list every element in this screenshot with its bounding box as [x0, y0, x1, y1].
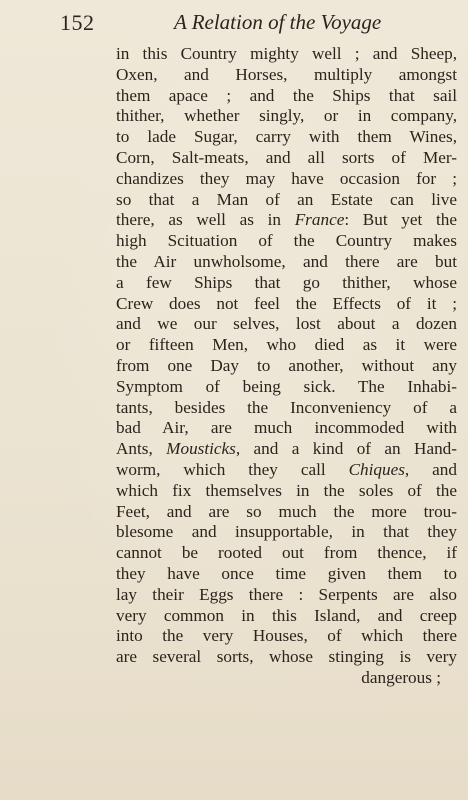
text-line: them apace ; and the Ships that sail — [116, 85, 457, 105]
text-line: Crew does not feel the Effects of it ; — [116, 293, 457, 313]
text-line: worm, which they call Chiques, and — [116, 459, 457, 479]
text-line: the Air unwholsome, and there are but — [116, 251, 457, 271]
text-line: there, as well as in France: But yet the — [116, 210, 457, 230]
text-line: Ants, Mousticks, and a kind of an Hand- — [116, 439, 457, 459]
text-line: so that a Man of an Estate can live — [116, 189, 457, 209]
text-line: very common in this Island, and creep — [116, 605, 457, 625]
text-line: from one Day to another, without any — [116, 355, 457, 375]
text-line: chandizes they may have occasion for ; — [116, 168, 457, 188]
text-line: Feet, and are so much the more trou- — [116, 501, 457, 521]
text-line: or fifteen Men, who died as it were — [116, 335, 457, 355]
text-line: are several sorts, whose stinging is very — [116, 647, 457, 667]
text-line: blesome and insupportable, in that they — [116, 522, 457, 542]
text-line: bad Air, are much incommoded with — [116, 418, 457, 438]
text-line: Symptom of being sick. The Inhabi- — [116, 376, 457, 396]
body-text — [116, 44, 457, 689]
text-line: to lade Sugar, carry with them Wines, — [116, 127, 457, 147]
text-line: and we our selves, lost about a dozen — [116, 314, 457, 334]
text-line: a few Ships that go thither, whose — [116, 272, 457, 292]
text-line: high Scituation of the Country makes — [116, 231, 457, 251]
page-number: 152 — [60, 10, 95, 35]
text-line: cannot be rooted out from thence, if — [116, 543, 457, 563]
text-line: in this Country mighty well ; and Sheep, — [116, 44, 457, 63]
text-line: tants, besides the Inconveniency of a — [116, 397, 457, 417]
text-line: Oxen, and Horses, multiply amongst — [116, 64, 457, 84]
text-line: into the very Houses, of which there — [116, 626, 457, 646]
text-line: which fix themselves in the soles of the — [116, 480, 457, 500]
text-line: they have once time given them to — [116, 563, 457, 583]
running-title: A Relation of the Voyage — [174, 10, 382, 34]
catchword-line: dangerous ; — [361, 667, 441, 687]
text-line: thither, whether singly, or in company, — [116, 106, 457, 126]
text-line: Corn, Salt-meats, and all sorts of Mer- — [116, 147, 457, 167]
text-line: lay their Eggs there : Serpents are also — [116, 584, 457, 604]
